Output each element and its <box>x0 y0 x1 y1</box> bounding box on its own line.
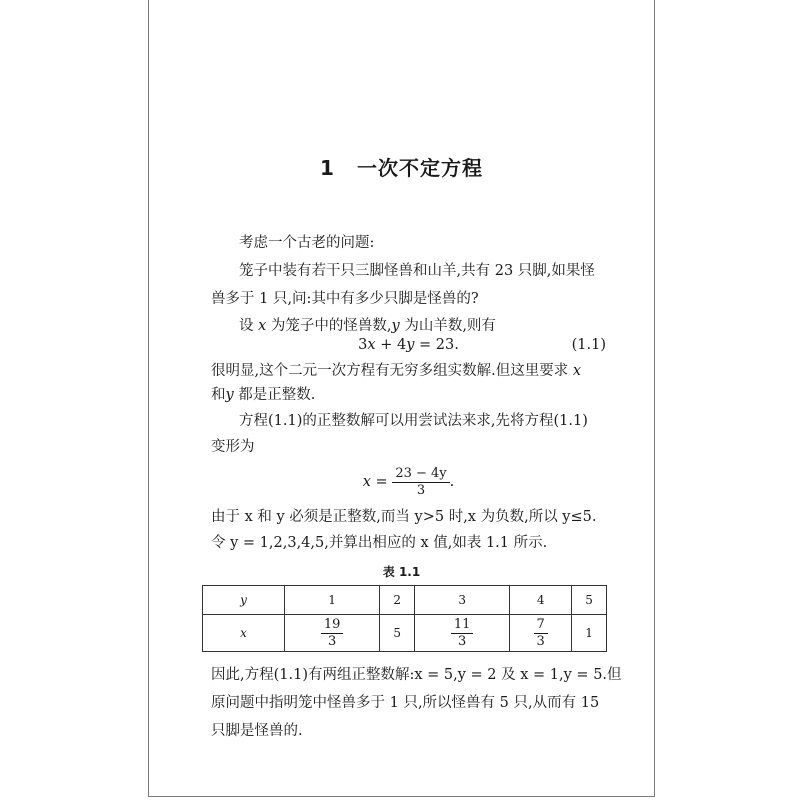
text-segment: 都是正整数. <box>233 387 316 403</box>
variable-definition <box>239 316 606 336</box>
conclusion-line-3: 只脚是怪兽的. <box>211 723 303 739</box>
fraction <box>392 466 449 499</box>
table-cell: 5 <box>380 615 415 652</box>
method-line-1: 方程(1.1)的正整数解可以用尝试法来求,先将方程(1.1) <box>239 413 588 429</box>
fraction-denominator: 3 <box>327 633 337 649</box>
table-cell <box>510 615 572 652</box>
eq-part: + 4 <box>375 337 407 353</box>
fraction-numerator: 23 − 4y <box>392 466 449 483</box>
fraction-numerator: 11 <box>451 617 474 634</box>
conclusion-line-1: 因此,方程(1.1)有两组正整数解:x = 5,y = 2 及 x = 1,y = 5.但 <box>211 667 622 683</box>
fraction-denominator: 3 <box>458 633 467 649</box>
chapter-title <box>149 152 654 181</box>
fraction <box>321 617 344 650</box>
equation-label: (1.1) <box>571 337 606 353</box>
fraction-denominator: 3 <box>416 482 426 498</box>
var-y: y <box>225 387 234 403</box>
text-segment: 很明显,这个二元一次方程有无穷多组实数解.但这里要求 <box>211 363 573 379</box>
table-cell <box>415 615 510 652</box>
table-row <box>203 586 607 615</box>
equation-1-1 <box>211 335 606 355</box>
eq-part: . <box>449 474 455 490</box>
table-cell: 3 <box>415 586 510 615</box>
var-y: y <box>391 318 400 334</box>
constraint-line-2: 令 y = 1,2,3,4,5,并算出相应的 x 值,如表 1.1 所示. <box>211 535 548 551</box>
var-x: x <box>258 318 267 334</box>
table-cell: 4 <box>510 586 572 615</box>
chapter-heading: 一次不定方程 <box>356 156 483 180</box>
fraction <box>451 617 474 650</box>
row-header-x: x <box>203 615 285 652</box>
problem-line-2: 兽多于 1 只,问:其中有多少只脚是怪兽的? <box>211 291 479 307</box>
table-caption: 表 1.1 <box>382 565 421 579</box>
table-cell: 1 <box>285 586 380 615</box>
var-x: x <box>572 363 582 379</box>
observation-line-1 <box>211 361 606 381</box>
equation-transformed <box>211 462 606 502</box>
var-y: y <box>406 337 415 353</box>
var-x: x <box>362 474 371 490</box>
table-cell: 5 <box>572 586 607 615</box>
values-table <box>202 585 607 652</box>
fraction-numerator: 7 <box>534 617 548 634</box>
fraction-denominator: 3 <box>536 633 545 649</box>
table-cell: 1 <box>572 615 607 652</box>
observation-line-2 <box>211 385 606 405</box>
text-segment: 设 <box>239 318 259 334</box>
var-x: x <box>367 337 376 353</box>
row-header-y: y <box>203 586 285 615</box>
eq-part: = <box>370 474 393 490</box>
book-page <box>148 0 655 797</box>
table-cell <box>285 615 380 652</box>
conclusion-line-2: 原问题中指明笼中怪兽多于 1 只,所以怪兽有 5 只,从而有 15 <box>211 695 600 711</box>
text-segment: 为山羊数,则有 <box>399 318 496 334</box>
problem-line-1: 笼子中装有若干只三脚怪兽和山羊,共有 23 只脚,如果怪 <box>239 263 595 279</box>
method-line-2: 变形为 <box>211 439 255 455</box>
table-row <box>203 615 607 652</box>
text-segment: 为笼子中的怪兽数, <box>266 318 392 334</box>
paragraph-intro: 考虑一个古老的问题: <box>239 235 375 251</box>
eq-part: 3 <box>358 337 368 353</box>
text-segment: 和 <box>211 387 226 403</box>
fraction-numerator: 19 <box>321 617 344 634</box>
eq-part: = 23. <box>414 337 459 353</box>
constraint-line-1: 由于 x 和 y 必须是正整数,而当 y>5 时,x 为负数,所以 y≤5. <box>211 509 597 525</box>
chapter-number: 1 <box>320 156 335 180</box>
fraction <box>534 617 548 650</box>
table-cell: 2 <box>380 586 415 615</box>
